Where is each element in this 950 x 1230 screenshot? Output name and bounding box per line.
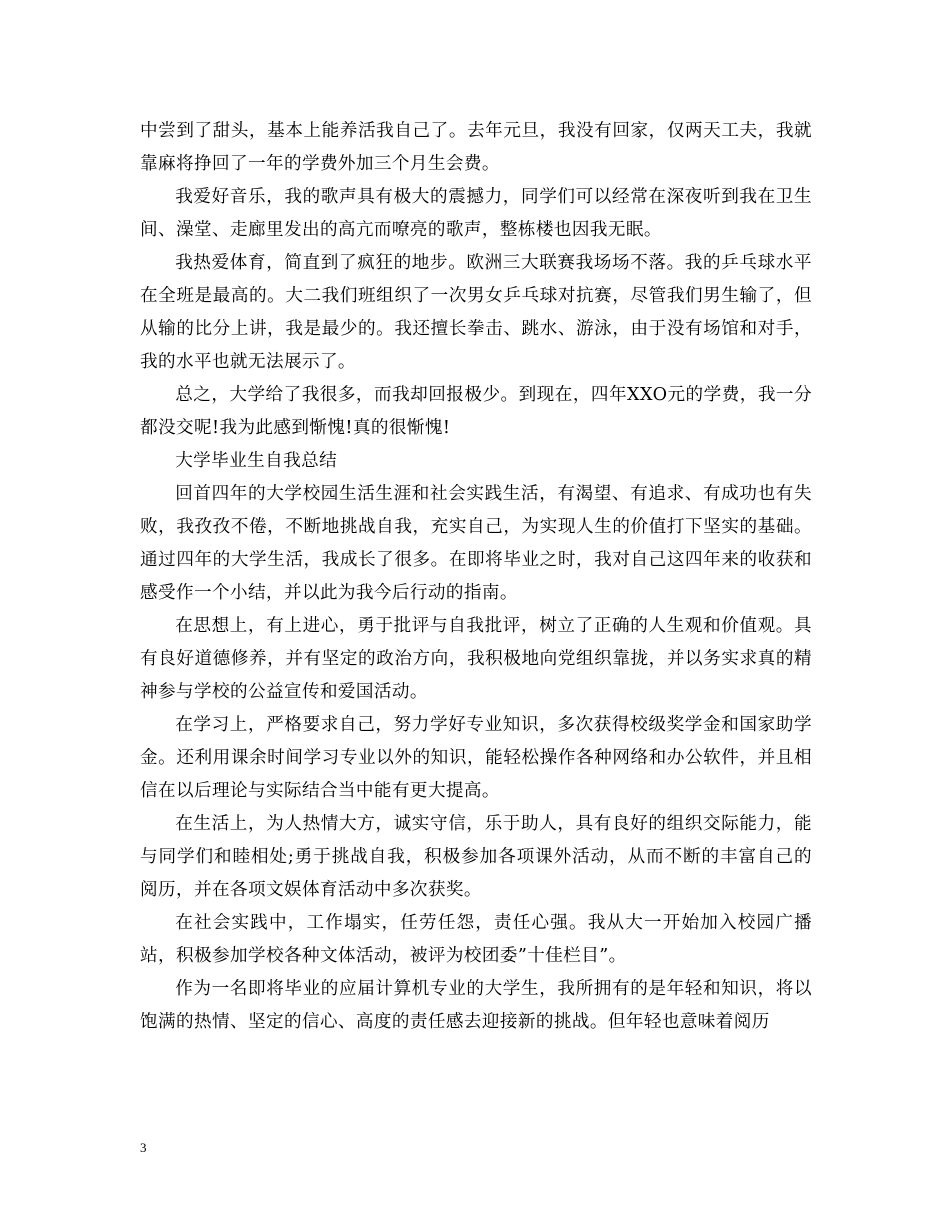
paragraph-life: 在生活上，为人热情大方，诚实守信，乐于助人，具有良好的组织交际能力，能与同学们和睦相处;勇于挑战自我，积极参加各项课外活动，从而不断的丰富自己的阅历，并在各项文娱体育活动中多次获奖。 (140, 814, 812, 900)
paragraph-continuation: 中尝到了甜头，基本上能养活我自己了。去年元旦，我没有回家，仅两天工夫，我就靠麻将挣回了一年的学费外加三个月生会费。 (140, 121, 812, 174)
paragraph-study: 在学习上，严格要求自己，努力学好专业知识，多次获得校级奖学金和国家助学金。还利用课余时间学习专业以外的知识，能轻松操作各种网络和办公软件，并且相信在以后理论与实际结合当中能有更大提高。 (140, 715, 812, 801)
paragraph-review: 回首四年的大学校园生活生涯和社会实践生活，有渴望、有追求、有成功也有失败，我孜孜不倦，不断地挑战自我，充实自己，为实现人生的价值打下坚实的基础。通过四年的大学生活，我成长了很多。在即将毕业之时，我对自己这四年来的收获和感受作一个小结，并以此为我今后行动的指南。 (140, 484, 812, 603)
document-body (140, 115, 812, 1039)
paragraph-practice: 在社会实践中，工作塌实，任劳任怨，责任心强。我从大一开始加入校园广播站，积极参加学校各种文体活动，被评为校团委”十佳栏目”。 (140, 913, 812, 966)
paragraph-sports: 我热爱体育，简直到了疯狂的地步。欧洲三大联赛我场场不落。我的乒乓球水平在全班是最高的。大二我们班组织了一次男女乒乓球对抗赛，尽管我们男生输了，但从输的比分上讲，我是最少的。我还擅长拳击、跳水、游泳，由于没有场馆和对手，我的水平也就无法展示了。 (140, 253, 812, 372)
section-heading: 大学毕业生自我总结 (175, 451, 338, 471)
paragraph-music: 我爱好音乐，我的歌声具有极大的震撼力，同学们可以经常在深夜听到我在卫生间、澡堂、走廊里发出的高亢而嘹亮的歌声，整栋楼也因我无眠。 (140, 187, 812, 240)
paragraph-conclusion: 总之，大学给了我很多，而我却回报极少。到现在，四年XXO元的学费，我一分都没交呢!我为此感到惭愧!真的很惭愧! (140, 385, 812, 438)
paragraph-thought: 在思想上，有上进心，勇于批评与自我批评，树立了正确的人生观和价值观。具有良好道德修养，并有坚定的政治方向，我积极地向党组织靠拢，并以务实求真的精神参与学校的公益宣传和爱国活动。 (140, 616, 812, 702)
page-number: 3 (140, 1140, 147, 1155)
paragraph-graduate: 作为一名即将毕业的应届计算机专业的大学生，我所拥有的是年轻和知识，将以饱满的热情、坚定的信心、高度的责任感去迎接新的挑战。但年轻也意味着阅历 (140, 979, 812, 1032)
